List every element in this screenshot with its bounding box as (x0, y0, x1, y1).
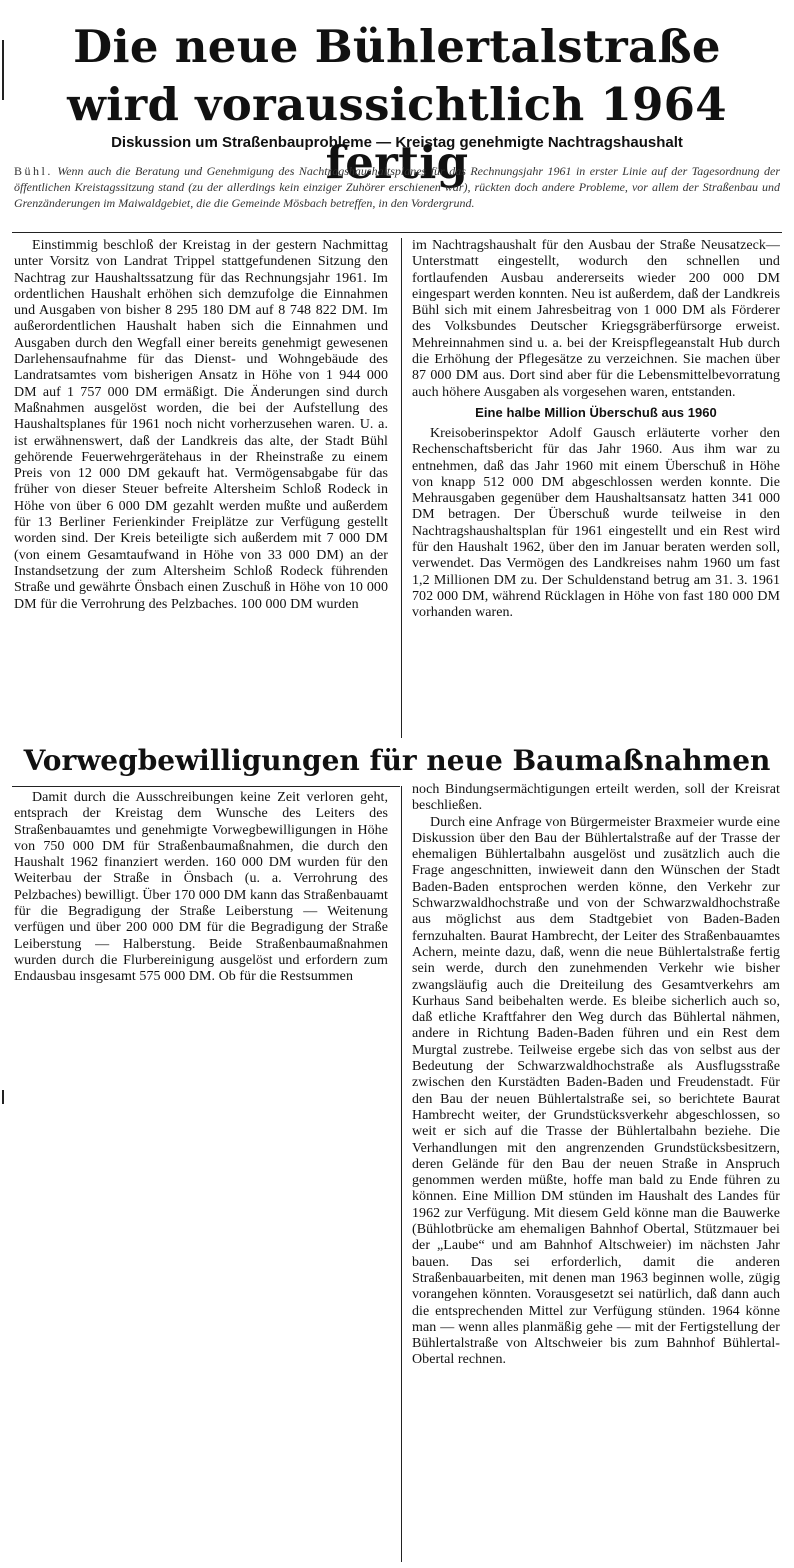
column-divider-lower (401, 786, 402, 1562)
article2-right-column (412, 782, 780, 1369)
scan-edge-mark-middle (2, 1090, 4, 1104)
article1-paragraph-3: Kreisoberinspektor Adolf Gausch erläuterte vorher den Rechenschaftsbericht für das Jahr 1960. Aus ihm war zu entnehmen, daß das Jahr 1960 mit einem Überschuß in Höhe von knapp 512 000 DM abgeschlossen werden konnte. Die Mehrausgaben gegenüber dem Haushaltsansatz hatten 341 000 DM betragen. Der Überschuß wurde teilweise in den Nachtragshaushaltsplan für 1961 eingestellt und ein Rest wird für den Haushalt 1962, über den im Januar beraten werden soll, verwendet. Das Vermögen des Landkreises nahm 1960 um fast 1,2 Millionen DM zu. Der Schuldenstand betrug am 31. 3. 1961 702 000 DM, während Rücklagen in Höhe von fast 180 000 DM vorhanden waren. (412, 425, 780, 621)
article1-left-column (14, 238, 388, 613)
article2-paragraph-2: noch Bindungsermächtigungen erteilt werden, soll der Kreisrat beschließen. (412, 782, 780, 814)
article2-paragraph-3: Durch eine Anfrage von Bürgermeister Braxmeier wurde eine Diskussion über den Bau der Bühlertalstraße auf der Trasse der ehemaligen Bühlertalbahn ausgelöst und zusätzlich auch die Frage angeschnitten, inwieweit dann den Wünschen der Stadt Baden-Baden entsprochen werden könne, den Verkehr zur Schwarzwaldhochstraße und von der Schwarzwaldhochstraße aus möglichst aus dem Stadtgebiet von Baden-Baden fernzuhalten. Baurat Hambrecht, der Leiter des Straßenbauamtes Achern, meinte dazu, daß, wenn die neue Bühlertalstraße fertig sein werde, durch den zunehmenden Verkehr wie bisher zwangsläufig auch die Dreiteilung des Gesamtverkehrs am Kurhaus Sand beibehalten werde. Es bleibe sicherlich auch so, daß etliche Kraftfahrer den Weg durch das Bühlertal nähmen, andere in Richtung Baden-Baden führen und ein Rest dem Murgtal zustrebe. Teilweise ergebe sich das von selbst aus der Bedeutung der Schwarzwaldhochstraße als Ausflugsstraße zwischen den Kurstädten Baden-Baden und Freudenstadt. Für den Bau der neuen Bühlertalstraße sei, so berichtete Baurat Hambrecht weiter, der Grundstücksverkehr abgeschlossen, so weit er sich auf die Trasse der Bühlertalbahn beziehe. Die Verhandlungen mit den angrenzenden Grundstücksbesitzern, deren Gelände für den Bau der neuen Straße in Anspruch genommen werden müßte, hoffe man bald zu Ende führen zu können. Eine Million DM stünden im Haushalt des Landes für 1962 zur Verfügung. Mit diesem Geld könne man die Bauwerke (Bühlotbrücke am ehemaligen Bahnhof Obertal, Stützmauer bei der „Laube“ und am Bahnhof Altschweier) im nächsten Jahr bauen. Das sei erforderlich, damit die anderen Straßenbauarbeiten, mit denen man 1963 beginnen wolle, zügig vorangehen könnten. Vorausgesetzt sei natürlich, daß dann auch die entsprechenden Mittel zur Verfügung stünden. 1964 könne man — wenn alles planmäßig gehe — mit der Fertigstellung der Bühlertalstraße von Altschweier bis zum Bahnhof Bühlertal-Obertal rechnen. (412, 814, 780, 1368)
article1-right-column (412, 238, 780, 622)
section-heading-surplus: Eine halbe Million Überschuß aus 1960 (475, 404, 717, 420)
article2-left-column (14, 790, 388, 986)
article2-left-top-rule (12, 786, 400, 787)
headline-line-1: Die neue Bühlertalstraße (73, 20, 721, 73)
column-divider-upper (401, 238, 402, 738)
article-lead (14, 163, 780, 211)
article1-paragraph-2: im Nachtragshaushalt für den Ausbau der Straße Neusatzeck—Unterstmatt eingestellt, wodurch den schnellen und fortlaufenden Ausbau andererseits wieder 200 000 DM eingespart werden konnten. Neu ist außerdem, daß der Landkreis Bühl sich mit einem Jahresbeitrag von 1 000 DM als Förderer des Volksbundes Deutscher Kriegsgräberfürsorge erweist. Mehreinnahmen sind u. a. bei der Kreispflegeanstalt Hub durch die Erhöhung der Pflegesätze zu verzeichnen. Sie machen über 87 000 DM aus. Dort sind aber für die Lebensmittelbevorratung auch höhere Ausgaben als vorgesehen waren, entstanden. (412, 238, 780, 400)
article-subheadline: Diskussion um Straßenbauprobleme — Kreistag genehmigte Nachtragshaushalt (111, 134, 683, 151)
article2-paragraph-1: Damit durch die Ausschreibungen keine Zeit verloren geht, entsprach der Kreistag dem Wunsche des Leiters des Straßenbauamtes und genehmigte Vorwegbewilligungen in Höhe von 750 000 DM für Straßenbaumaßnahmen, die durch den Haushalt 1962 finanziert werden. 160 000 DM wurden für den Weiterbau der Straße in Önsbach (u. a. Verrohrung des Pelzbaches) bewilligt. Über 170 000 DM kann das Straßenbauamt für die Begradigung der Straße Leiberstung — Weitenung verfügen und über 200 000 DM für die Begradigung der Straße Leiberstung — Halberstung. Beide Straßenbaumaßnahmen wurden durch die Flurbereinigung ausgelöst und erfordern zum Endausbau insgesamt 575 000 DM. Ob für die Restsummen (14, 790, 388, 985)
lead-text: Wenn auch die Beratung und Genehmigung des Nachtragshaushaltsplanes für das Rechnungsjahr 1961 in erster Linie auf der Tagesordnung der öffentlichen Kreistagssitzung stand (zu der allerdings kein einziger Zuhörer erschienen war), rückten doch andere Probleme, vor allem der Straßenbau und Grenzänderungen im Maiwaldgebiet, die die Gemeinde Mösbach betreffen, in den Vordergrund. (14, 164, 780, 210)
article2-headline: Vorwegbewilligungen für neue Baumaßnahmen (23, 744, 771, 777)
article1-paragraph-1: Einstimmig beschloß der Kreistag in der gestern Nachmittag unter Vorsitz von Landrat Trippel stattgefundenen Sitzung den Nachtrag zur Haushaltssatzung für das Rechnungsjahr 1961. Im ordentlichen Haushalt erhöhen sich demzufolge die Einnahmen und Ausgaben von bisher 8 295 180 DM auf 8 748 822 DM. Im außerordentlichen Haushalt haben sich die Einnahmen und Ausgaben durch den Wegfall einer bereits genehmigt gewesenen Darlehensaufnahme für das Dienst- und Wohngebäude des Landratsamtes vom bisherigen Ansatz in Höhe von 1 944 000 DM auf 1 757 000 DM ermäßigt. Die Änderungen sind durch Maßnahmen ausgelöst worden, die bei der Aufstellung des Haushaltsplanes für 1961 noch nicht vorherzusehen waren. U. a. ist erwähnenswert, daß der Landkreis das alte, der Stadt Bühl gehörende Feuerwehrgerätehaus in der Rheinstraße zu einem Preis von 12 000 DM gekauft hat. Vermögensabgabe für das früher von dieser Steuer befreite Altersheim Schloß Rodeck in Höhe von über 6 000 DM gezahlt werden mußte und außerdem für 13 Berliner Ferienkinder Freiplätze zur Verfügung gestellt worden sind. Der Kreis beteiligte sich außerdem mit 7 000 DM (von einem Gesamtaufwand in Höhe von 33 000 DM) an der Instandsetzung der zum Altersheim Schloß Rodeck führenden Straße und gewährte Önsbach einen Zuschuß in Höhe von 10 000 DM für die Verrohrung des Pelzbaches. 100 000 DM wurden (14, 238, 388, 612)
headline-line-2: wird voraussichtlich 1964 fertig (67, 78, 727, 189)
scan-edge-mark-top (2, 40, 4, 100)
lead-dateline: Bühl. (14, 164, 53, 178)
lead-bottom-rule (12, 232, 782, 233)
